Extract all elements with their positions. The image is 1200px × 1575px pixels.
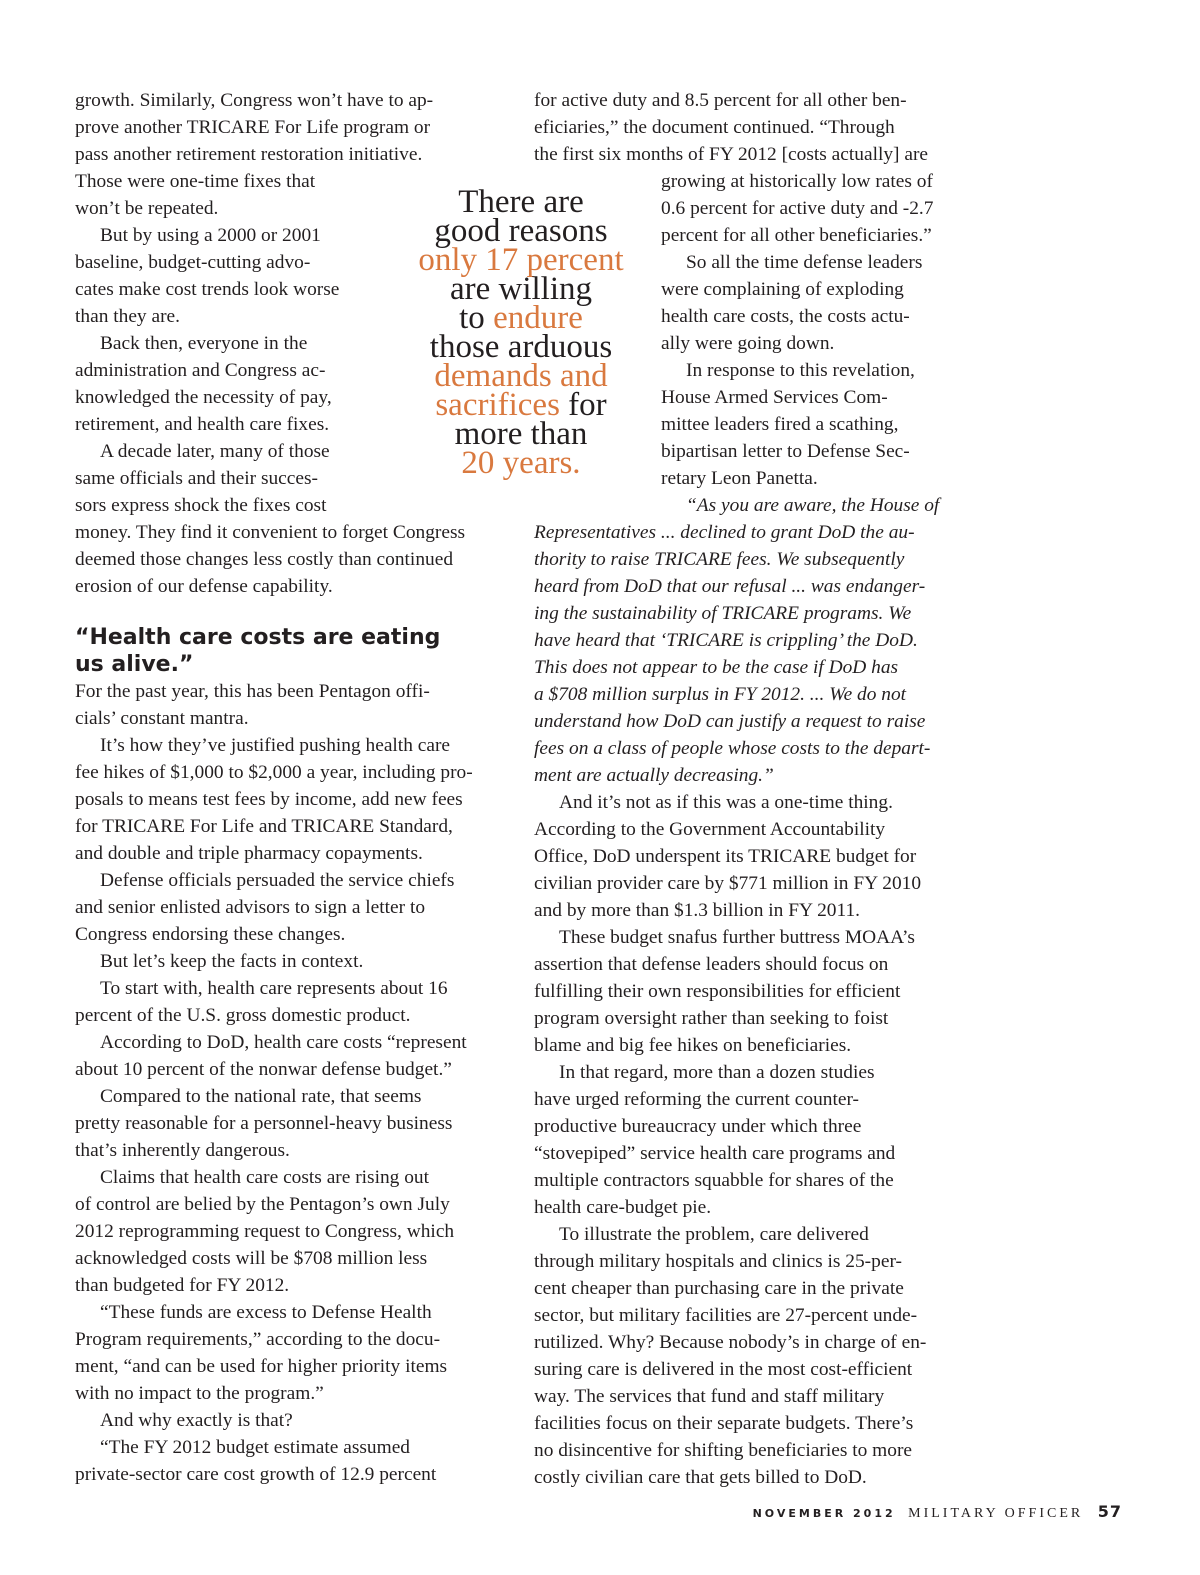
text-line: civilian provider care by $771 million in FY 2010 [534,873,922,894]
pull-quote-text: to [459,300,494,336]
text-line: And why exactly is that? [100,1410,293,1431]
paragraph [75,1164,515,1299]
text-line: have heard that ‘TRICARE is crippling’ the DoD. [534,630,918,651]
pull-quote-highlight: endure [493,300,583,336]
text-line: percent for all other beneficiaries.” [661,225,932,246]
text-line: Defense officials persuaded the service chiefs [100,870,455,891]
text-line: and double and triple pharmacy copayments. [75,843,423,864]
text-line: erosion of our defense capability. [75,576,333,597]
text-line: mittee leaders fired a scathing, [661,414,899,435]
text-line: It’s how they’ve justified pushing health care [100,735,451,756]
text-line: health care costs, the costs actu- [661,306,910,327]
text-line: deemed those changes less costly than continued [75,549,454,570]
text-line: Back then, everyone in the [100,333,308,354]
text-line: “stovepiped” service health care programs and [534,1143,896,1164]
text-line: a $708 million surplus in FY 2012. ... We do not [534,684,907,705]
text-line: A decade later, many of those [100,441,330,462]
text-line: cent cheaper than purchasing care in the private [534,1278,904,1299]
text-line: than budgeted for FY 2012. [75,1275,290,1296]
text-line: But by using a 2000 or 2001 [100,225,321,246]
text-line: growing at historically low rates of [661,171,933,192]
text-line: But let’s keep the facts in context. [100,951,364,972]
pull-quote-line: There are [458,184,584,220]
paragraph [534,924,966,1059]
text-line: fees on a class of people whose costs to the depart- [534,738,931,759]
text-line: retary Leon Panetta. [661,468,818,489]
text-line: 0.6 percent for active duty and -2.7 [661,198,934,219]
text-line: about 10 percent of the nonwar defense budget.” [75,1059,452,1080]
text-line: for active duty and 8.5 percent for all other ben- [534,90,907,111]
heading-line: us alive.” [75,652,194,677]
text-line: For the past year, this has been Pentagon offi- [75,681,430,702]
text-line: administration and Congress ac- [75,360,326,381]
text-line: “These funds are excess to Defense Health [100,1302,432,1323]
paragraph [75,867,515,948]
text-line: pretty reasonable for a personnel-heavy business [75,1113,453,1134]
text-line: prove another TRICARE For Life program or [75,117,431,138]
text-line: acknowledged costs will be $708 million less [75,1248,428,1269]
paragraph [75,678,515,732]
text-line: To start with, health care represents about 16 [100,978,448,999]
text-line: and senior enlisted advisors to sign a letter to [75,897,426,918]
text-line: understand how DoD can justify a request to raise [534,711,926,732]
text-line: According to the Government Accountability [534,819,886,840]
text-line: Claims that health care costs are rising out [100,1167,430,1188]
text-line: And it’s not as if this was a one-time thing. [559,792,893,813]
paragraph [534,1221,966,1491]
text-line: heard from DoD that our refusal ... was endanger- [534,576,926,597]
paragraph [75,1407,515,1434]
paragraph [75,975,515,1029]
text-line: assertion that defense leaders should focus on [534,954,889,975]
pull-quote-line: good reasons [434,213,608,249]
paragraph [534,87,966,249]
text-line: baseline, budget-cutting advo- [75,252,311,273]
text-line: cates make cost trends look worse [75,279,340,300]
text-line: no disincentive for shifting beneficiaries to more [534,1440,913,1461]
pull-quote-highlight: only 17 percent [418,242,624,278]
text-line: knowledged the necessity of pay, [75,387,332,408]
text-line: with no impact to the program.” [75,1383,324,1404]
text-line: retirement, and health care fixes. [75,414,330,435]
text-line: “The FY 2012 budget estimate assumed [100,1437,411,1458]
text-line: ing the sustainability of TRICARE programs. We [534,603,912,624]
text-line: eficiaries,” the document continued. “Through [534,117,895,138]
paragraph [75,1434,515,1488]
text-line: for TRICARE For Life and TRICARE Standard, [75,816,453,837]
paragraph [534,789,966,924]
issue-date: NOVEMBER 2012 [752,1507,896,1520]
text-line: This does not appear to be the case if DoD has [534,657,899,678]
text-line: In response to this revelation, [686,360,915,381]
text-line: So all the time defense leaders [686,252,923,273]
text-line: were complaining of exploding [661,279,904,300]
text-line: same officials and their succes- [75,468,319,489]
text-line: blame and big fee hikes on beneficiaries. [534,1035,852,1056]
paragraph [75,1299,515,1407]
publication-name: MILITARY OFFICER [908,1506,1084,1521]
text-line: ally were going down. [661,333,835,354]
text-line: health care-budget pie. [534,1197,712,1218]
pull-quote-line: more than [454,416,588,452]
text-line: have urged reforming the current counter- [534,1089,859,1110]
text-line: suring care is delivered in the most cost-efficient [534,1359,913,1380]
heading-line: “Health care costs are eating [75,625,441,650]
text-line: productive bureaucracy under which three [534,1116,862,1137]
text-line: fee hikes of $1,000 to $2,000 a year, including pro- [75,762,473,783]
text-line: Representatives ... declined to grant DoD the au- [534,522,915,543]
text-line: bipartisan letter to Defense Sec- [661,441,910,462]
text-line: percent of the U.S. gross domestic product. [75,1005,411,1026]
text-line: ment, “and can be used for higher priority items [75,1356,448,1377]
text-line: facilities focus on their separate budgets. There’s [534,1413,914,1434]
text-line: private-sector care cost growth of 12.9 percent [75,1464,437,1485]
paragraph [534,357,966,492]
text-line: Those were one-time fixes that [75,171,316,192]
text-line: of control are belied by the Pentagon’s own July [75,1194,450,1215]
section-heading [75,624,515,678]
text-line: through military hospitals and clinics is 25-per- [534,1251,902,1272]
text-line: House Armed Services Com- [661,387,888,408]
text-line: that’s inherently dangerous. [75,1140,290,1161]
text-line: 2012 reprogramming request to Congress, which [75,1221,455,1242]
text-line: rutilized. Why? Because nobody’s in charge of en- [534,1332,927,1353]
text-line: costly civilian care that gets billed to DoD. [534,1467,867,1488]
text-line: ment are actually decreasing.” [534,765,774,786]
text-line: To illustrate the problem, care delivered [559,1224,869,1245]
text-line: sors express shock the fixes cost [75,495,327,516]
paragraph [75,1029,515,1083]
text-line: fulfilling their own responsibilities for efficient [534,981,901,1002]
text-line: program oversight rather than seeking to foist [534,1008,889,1029]
text-line: Compared to the national rate, that seems [100,1086,422,1107]
text-line: According to DoD, health care costs “represent [100,1032,467,1053]
page-footer [753,1502,1122,1522]
text-line: and by more than $1.3 billion in FY 2011. [534,900,861,921]
text-line: cials’ constant mantra. [75,708,249,729]
text-line: thority to raise TRICARE fees. We subsequently [534,549,905,570]
text-line: multiple contractors squabble for shares of the [534,1170,894,1191]
paragraph [534,249,966,357]
pull-quote-highlight: 20 years. [461,445,581,481]
text-line: the first six months of FY 2012 [costs actually] are [534,144,929,165]
text-line: than they are. [75,306,180,327]
paragraph [75,948,515,975]
text-line: “As you are aware, the House of [686,495,940,516]
text-line: pass another retirement restoration initiative. [75,144,423,165]
pull-quote-text: for [559,387,607,423]
paragraph [534,1059,966,1221]
pull-quote-line: those arduous [429,329,613,365]
right-column [534,87,966,1491]
page-number: 57 [1097,1502,1122,1521]
text-line: money. They find it convenient to forget Congress [75,522,466,543]
text-line: These budget snafus further buttress MOAA’s [559,927,915,948]
paragraph [75,1083,515,1164]
text-line: Program requirements,” according to the docu- [75,1329,441,1350]
pull-quote-line: are willing [449,271,593,307]
pull-quote-highlight: demands and [434,358,608,394]
text-line: won’t be repeated. [75,198,219,219]
block-quote [534,492,966,789]
text-line: sector, but military facilities are 27-percent unde- [534,1305,918,1326]
text-line: posals to means test fees by income, add new fees [75,789,463,810]
text-line: growth. Similarly, Congress won’t have to ap- [75,90,434,111]
text-line: Congress endorsing these changes. [75,924,346,945]
text-line: In that regard, more than a dozen studies [559,1062,875,1083]
text-line: Office, DoD underspent its TRICARE budget for [534,846,917,867]
pull-quote-highlight: sacrifices [435,387,560,423]
paragraph [75,732,515,867]
text-line: way. The services that fund and staff military [534,1386,885,1407]
